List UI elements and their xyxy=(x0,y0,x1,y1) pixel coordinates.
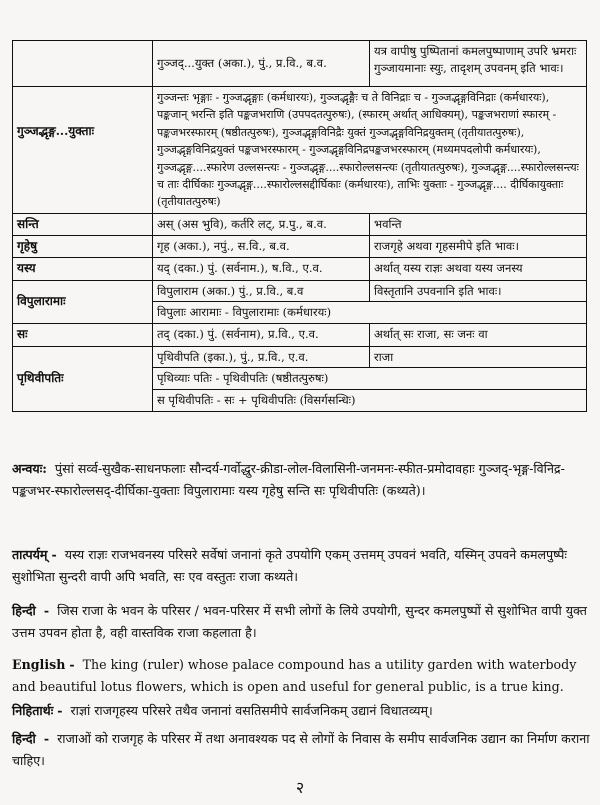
table-row xyxy=(13,280,587,302)
english-label: English xyxy=(12,657,66,672)
english-paragraph: English - The king (ruler) whose palace compound has a utility garden with waterbody and beautiful lotus flowers, which is open and useful for general public, is a true king. xyxy=(12,657,577,694)
hindi-implication-paragraph: हिन्दी - राजाओं को राजगृह के परिसर में तथा अनावश्यक पद से लोगों के निवास के समीप सार्वजनिक उद्यान का निर्माण कराना चाहिए। xyxy=(12,731,590,768)
word-cell: यस्य xyxy=(13,258,153,280)
tatparya-paragraph: तात्पर्यम् - यस्य राज्ञः राजभवनस्य परिसरे सर्वेषां जनानां कृते उपयोगि एकम् उत्तमम् उपवनं भवति, यस्मिन् उपवने कमलपुष्पैः सुशोभिता सुन्दरी वापी अपि भवति, सः एव वस्तुतः राजा कथ्यते। xyxy=(12,547,567,584)
hindi-label: हिन्दी xyxy=(12,603,36,618)
anvaya-label: अन्वयः xyxy=(12,461,43,476)
anvaya-text: पुंसां सर्व्व-सुखैक-साधनफलाः सौन्दर्य-गर्वोद्धुर-क्रीडा-लोल-विलासिनी-जनमनः-स्फीत-प्रमोदावहाः गुञ्जद्-भृङ्ग-विनिद्र-पङ्कजभर-स्फारोल्लसद्-दीर्घिका-युक्ताः विपुलारामाः यस्य गृहेषु सन्ति सः पृथिवीपतिः (कथ्यते)। xyxy=(12,461,565,498)
meaning-cell: भवन्ति xyxy=(370,213,587,235)
compound-cell: विपुलाः आरामाः - विपुलारामाः (कर्मधारयः) xyxy=(153,302,587,324)
page-number: २ xyxy=(295,778,305,797)
word-cell xyxy=(13,41,153,87)
anvaya-paragraph: अन्वयः: पुंसां सर्व्व-सुखैक-साधनफलाः सौन्दर्य-गर्वोद्धुर-क्रीडा-लोल-विलासिनी-जनमनः-स्फीत-प्रमोदावहाः गुञ्जद्-भृङ्ग-विनिद्र-पङ्कजभर-स्फारोल्लसद्-दीर्घिका-युक्ताः विपुलारामाः यस्य गृहेषु सन्ति सः पृथिवीपतिः (कथ्यते)। xyxy=(12,461,565,498)
nihitartha-text: राज्ञां राजगृहस्य परिसरे तथैव जनानां वसतिसमीपे सार्वजनिकम् उद्यानं विधातव्यम्। xyxy=(70,703,433,718)
table-row xyxy=(13,258,587,280)
grammar-cell: पृथिवीपति (इका.), पुं., प्र.वि., ए.व. xyxy=(153,346,370,368)
tatparya-text: यस्य राज्ञः राजभवनस्य परिसरे सर्वेषां जनानां कृते उपयोगि एकम् उत्तमम् उपवनं भवति, यस्मिन् उपवने कमलपुष्पैः सुशोभिता सुन्दरी वापी अपि भवति, सः एव वस्तुतः राजा कथ्यते। xyxy=(12,547,567,584)
table-row xyxy=(13,87,587,214)
table-row xyxy=(13,213,587,235)
compound-cell: पृथिव्याः पतिः - पृथिवीपतिः (षष्ठीतत्पुरुषः) xyxy=(153,368,587,390)
sandhi-cell: स पृथिवीपतिः - सः + पृथिवीपतिः (विसर्गसन्धिः) xyxy=(153,389,587,411)
grammar-cell: यद् (दका.) पुं. (सर्वनाम.), ष.वि., ए.व. xyxy=(153,258,370,280)
meaning-cell: विस्तृतानि उपवनानि इति भावः। xyxy=(370,280,587,302)
nihitartha-paragraph: निहितार्थः - राज्ञां राजगृहस्य परिसरे तथैव जनानां वसतिसमीपे सार्वजनिकम् उद्यानं विधातव्यम्। xyxy=(12,703,433,718)
grammar-table xyxy=(12,40,587,412)
grammar-cell: विपुलाराम (अका.) पुं., प्र.वि., ब.व xyxy=(153,280,370,302)
nihitartha-label: निहितार्थः xyxy=(12,703,54,718)
hindi-text: जिस राजा के भवन के परिसर / भवन-परिसर में सभी लोगों के लिये उपयोगी, सुन्दर कमलपुष्पों से सुशोभित वापी युक्त उत्तम उपवन होता है, वही वास्तविक राजा कहलाता है। xyxy=(12,603,587,640)
grammar-cell: तद् (दका.) पुं. (सर्वनाम), प्र.वि., ए.व. xyxy=(153,324,370,346)
grammar-cell: अस् (अस भुवि), कर्तरि लट्, प्र.पु., ब.व. xyxy=(153,213,370,235)
hindi-implication-text: राजाओं को राजगृह के परिसर में तथा अनावश्यक पद से लोगों के निवास के समीप सार्वजनिक उद्यान का निर्माण कराना चाहिए। xyxy=(12,731,590,768)
word-cell: सन्ति xyxy=(13,213,153,235)
word-cell: गृहेषु xyxy=(13,236,153,258)
meaning-cell: राजा xyxy=(370,346,587,368)
hindi-paragraph: हिन्दी - जिस राजा के भवन के परिसर / भवन-परिसर में सभी लोगों के लिये उपयोगी, सुन्दर कमलपुष्पों से सुशोभित वापी युक्त उत्तम उपवन होता है, वही वास्तविक राजा कहलाता है। xyxy=(12,603,587,640)
meaning-cell: राजगृहे अथवा गृहसमीपे इति भावः। xyxy=(370,236,587,258)
word-cell: सः xyxy=(13,324,153,346)
tatparya-label: तात्पर्यम् xyxy=(12,547,48,562)
english-text: The king (ruler) whose palace compound has a utility garden with waterbody and beautiful lotus flowers, which is open and useful for general public, is a true king. xyxy=(12,657,577,694)
table-row xyxy=(13,236,587,258)
meaning-cell: अर्थात् सः राजा, सः जनः वा xyxy=(370,324,587,346)
grammar-cell: गुञ्जद्...युक्त (अका.), पुं., प्र.वि., ब.व. xyxy=(153,41,370,87)
table-row xyxy=(13,346,587,368)
compound-analysis-cell: गुञ्जन्तः भृङ्गाः - गुञ्जद्भृङ्गाः (कर्मधारयः), गुञ्जद्भृङ्गैः च ते विनिद्राः च - गुञ्जद्भृङ्गविनिद्राः (कर्मधारयः), पङ्कजान् भरन्ति इति पङ्कजभराणि (उपपदतत्पुरुषः), (स्फारम् अर्थात् आधिक्यम्), पङ्कजभराणां स्फारम् - पङ्कजभरस्फारम् (षष्ठीतत्पुरुषः), गुञ्जद्भृङ्गविनिद्रैः युक्तं गुञ्जद्भृङ्गविनिद्रयुक्तम् (तृतीयातत्पुरुषः), गुञ्जद्भृङ्गविनिद्रयुक्तं पङ्कजभरस्फारम् - गुञ्जद्भृङ्गविनिद्रपङ्कजभरस्फारम् (मध्यमपदलोपी कर्मधारयः), गुञ्जद्भृङ्ग....स्फारेण उल्लसन्त्यः - गुञ्जद्भृङ्ग....स्फारोल्लसन्त्यः (तृतीयातत्पुरुषः), गुञ्जद्भृङ्ग....स्फारोल्लसन्त्यः च ताः दीर्घिकाः गुञ्जद्भृङ्ग....स्फारोल्लसद्दीर्घिकाः (कर्मधारयः), ताभिः युक्ताः - गुञ्जद्भृङ्ग.... दीर्घिकायुक्ताः (तृतीयातत्पुरुषः) xyxy=(153,87,587,214)
meaning-cell: यत्र वापीषु पुष्पितानां कमलपुष्पाणाम् उपरि भ्रमराः गुञ्जायमानाः स्युः, तादृशम् उपवनम् इति भावः। xyxy=(370,41,587,87)
word-cell: गुञ्जद्भृङ्ग...युक्ताः xyxy=(13,87,153,214)
word-cell: विपुलारामाः xyxy=(13,280,153,323)
grammar-cell: गृह (अका.), नपुं., स.वि., ब.व. xyxy=(153,236,370,258)
table-row xyxy=(13,324,587,346)
hindi-label: हिन्दी xyxy=(12,731,36,746)
word-cell: पृथिवीपतिः xyxy=(13,346,153,411)
meaning-cell: अर्थात् यस्य राज्ञः अथवा यस्य जनस्य xyxy=(370,258,587,280)
table-row xyxy=(13,41,587,87)
